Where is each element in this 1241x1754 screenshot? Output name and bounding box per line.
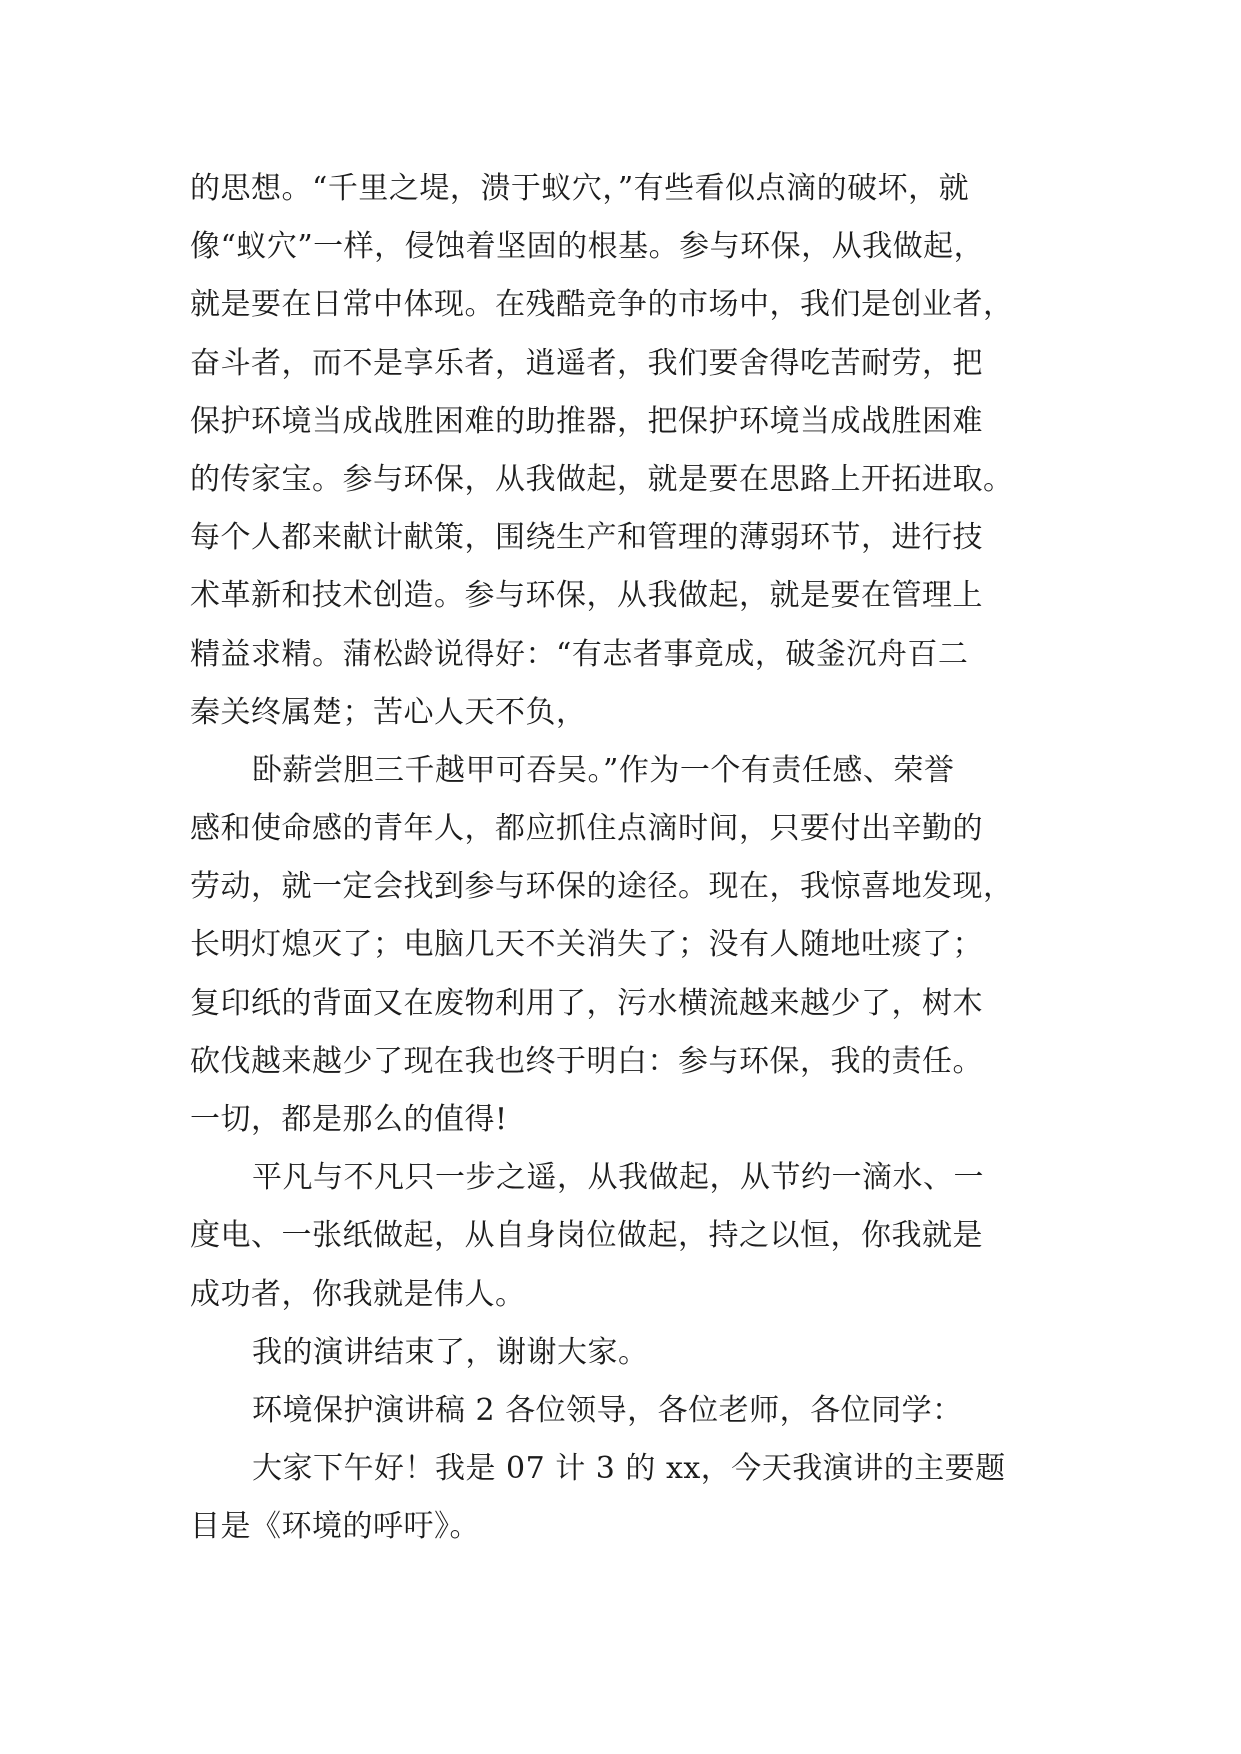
- text-line: 秦关终属楚；苦心人天不负，: [190, 694, 587, 730]
- text-line: 精益求精。蒲松龄说得好：“有志者事竟成，破釜沉舟百二: [190, 636, 969, 672]
- text-line: 术革新和技术创造。参与环保，从我做起，就是要在管理上: [190, 578, 983, 614]
- text-line: 一切，都是那么的值得!: [190, 1102, 508, 1137]
- text-line: 就是要在日常中体现。在残酷竞争的市场中，我们是创业者，: [190, 287, 1014, 323]
- text-line: 大家下午好！我是 07 计 3 的 xx，今天我演讲的主要题: [252, 1451, 1006, 1487]
- text-line: 卧薪尝胆三千越甲可吞吴。”作为一个有责任感、荣誉: [252, 752, 955, 788]
- text-line: 感和使命感的青年人，都应抓住点滴时间，只要付出辛勤的: [190, 811, 983, 847]
- text-line: 环境保护演讲稿 2 各位领导，各位老师，各位同学：: [252, 1392, 963, 1428]
- text-line: 平凡与不凡只一步之遥，从我做起，从节约一滴水、一: [252, 1160, 984, 1196]
- text-line: 劳动，就一定会找到参与环保的途径。现在，我惊喜地发现，: [190, 869, 1014, 905]
- text-line: 复印纸的背面又在废物利用了，污水横流越来越少了，树木: [190, 985, 983, 1021]
- text-line: 的思想。“千里之堤，溃于蚁穴，”有些看似点滴的破坏，就: [190, 171, 970, 206]
- text-line: 的传家宝。参与环保，从我做起，就是要在思路上开拓进取。: [190, 461, 1014, 497]
- text-line: 我的演讲结束了，谢谢大家。: [252, 1334, 649, 1370]
- text-line: 长明灯熄灭了；电脑几天不关消失了；没有人随地吐痰了；: [190, 927, 983, 963]
- text-line: 每个人都来献计献策，围绕生产和管理的薄弱环节，进行技: [190, 520, 983, 556]
- text-line: 像“蚁穴”一样，侵蚀着坚固的根基。参与环保，从我做起，: [190, 229, 985, 265]
- text-line: 保护环境当成战胜困难的助推器，把保护环境当成战胜困难: [190, 403, 983, 439]
- text-line: 奋斗者，而不是享乐者，逍遥者，我们要舍得吃苦耐劳，把: [190, 345, 983, 381]
- text-line: 目是《环境的呼吁》。: [190, 1509, 480, 1545]
- text-line: 成功者，你我就是伟人。: [190, 1276, 526, 1312]
- speech-text-body: [190, 160, 1070, 1557]
- text-line: 砍伐越来越少了现在我也终于明白：参与环保，我的责任。: [190, 1043, 983, 1079]
- text-line: 度电、一张纸做起，从自身岗位做起，持之以恒，你我就是: [190, 1218, 983, 1254]
